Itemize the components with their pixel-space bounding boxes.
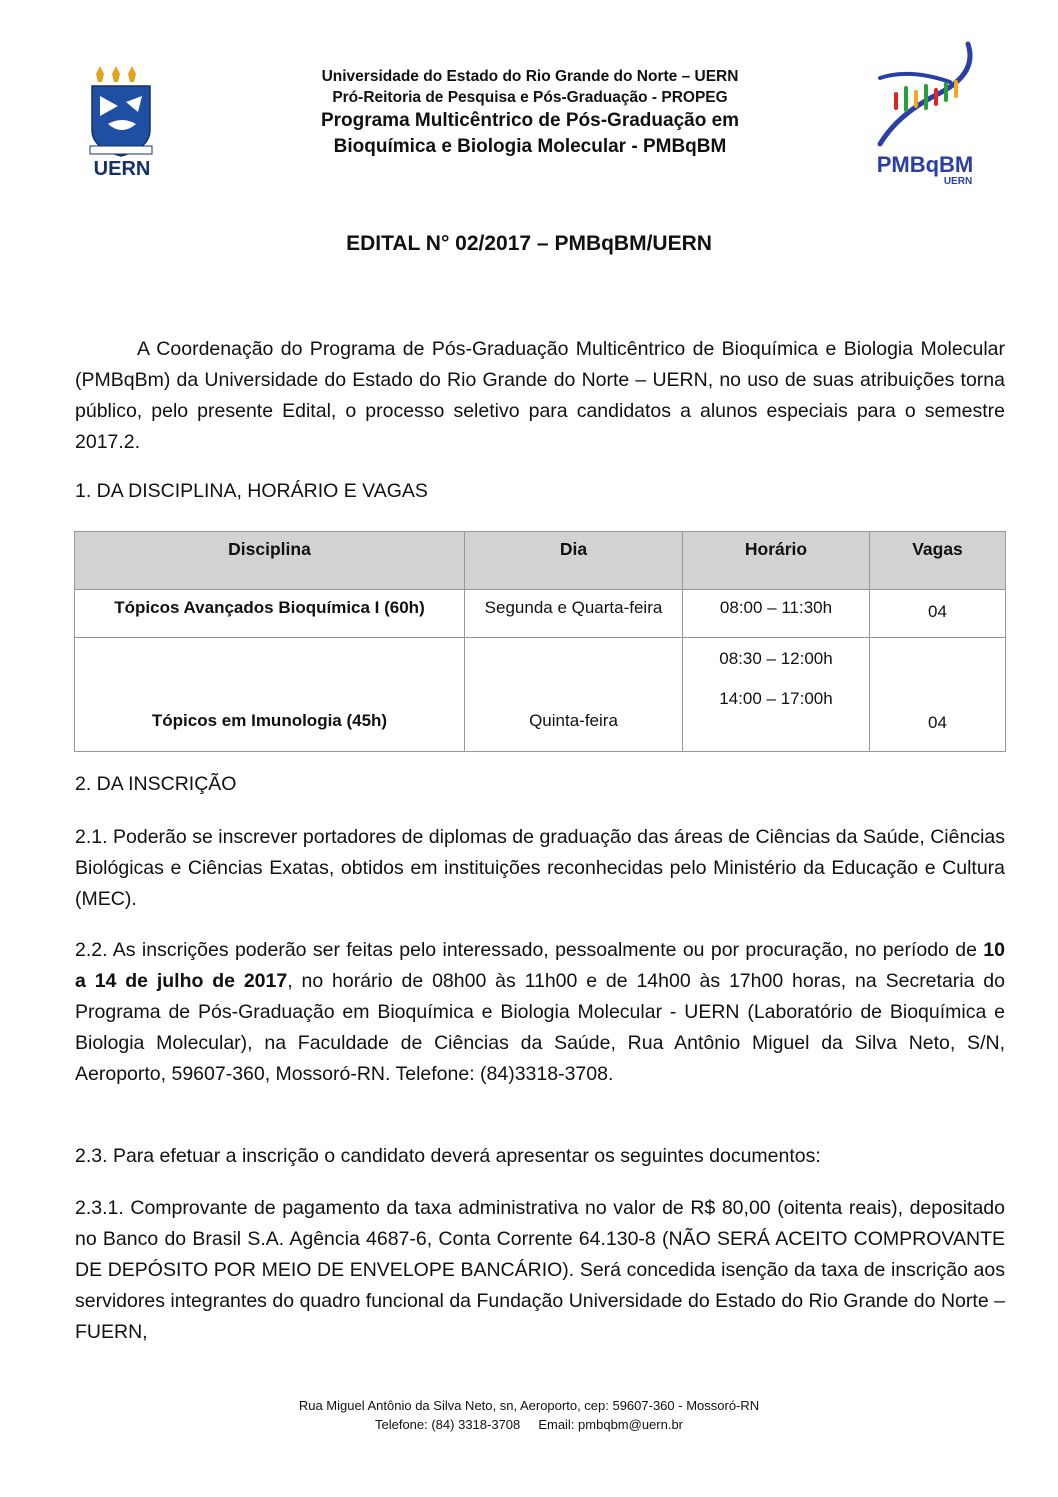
col-header-dia: Dia xyxy=(465,532,683,590)
col-header-disciplina: Disciplina xyxy=(75,532,465,590)
cell-dia: Quinta-feira xyxy=(465,638,683,752)
program-name-line1: Programa Multicêntrico de Pós-Graduação em xyxy=(320,110,740,131)
horario-morning: 08:30 – 12:00h xyxy=(719,649,833,668)
p22-text-before: 2.2. As inscrições poderão ser feitas pelo interessado, pessoalmente ou por procuração, no período de xyxy=(75,939,984,961)
table-header-row xyxy=(75,532,1006,590)
pmbqbm-logo-text: PMBqBM xyxy=(876,152,974,177)
cell-disciplina: Tópicos Avançados Bioquímica I (60h) xyxy=(75,590,465,638)
paragraph-2-3: 2.3. Para efetuar a inscrição o candidato deverá apresentar os seguintes documentos: xyxy=(75,1145,821,1167)
cell-horario xyxy=(683,638,870,752)
cell-dia: Segunda e Quarta-feira xyxy=(465,590,683,638)
edital-title: EDITAL N° 02/2017 – PMBqBM/UERN xyxy=(346,232,712,255)
paragraph-2-2 xyxy=(75,935,1005,1090)
col-header-horario: Horário xyxy=(683,532,870,590)
p22-text-after: , no horário de 08h00 às 11h00 e de 14h00 às 17h00 horas, na Secretaria do Programa de Pós-Graduação em Bioquímica e Biologia Molecular - UERN (Laboratório de Bioquímica e Biologia Molecular), na Faculdade de Ciências da Saúde, Rua Antônio Miguel da Silva Neto, S/N, Aeroporto, 59607-360, Mossoró-RN. Telefone: (84)3318-3708. xyxy=(75,970,1005,1085)
page-footer xyxy=(0,1396,1058,1434)
uern-logo-text: UERN xyxy=(93,158,151,180)
disciplines-table xyxy=(74,531,1006,752)
col-header-vagas: Vagas xyxy=(870,532,1006,590)
horario-afternoon: 14:00 – 17:00h xyxy=(719,689,833,708)
cell-vagas: 04 xyxy=(870,638,1006,752)
footer-address: Rua Miguel Antônio da Silva Neto, sn, Aeroporto, cep: 59607-360 - Mossoró-RN xyxy=(298,1398,760,1413)
cell-horario: 08:00 – 11:30h xyxy=(683,590,870,638)
pmbqbm-logo xyxy=(866,38,984,188)
university-name: Universidade do Estado do Rio Grande do Norte – UERN xyxy=(321,68,739,85)
letterhead xyxy=(200,66,860,160)
table-row xyxy=(75,590,1006,638)
paragraph-2-3-1: 2.3.1. Comprovante de pagamento da taxa administrativa no valor de R$ 80,00 (oitenta reais), depositado no Banco do Brasil S.A. Agência 4687-6, Conta Corrente 64.130-8 (NÃO SERÁ ACEITO COMPROVANTE DE DEPÓSITO POR MEIO DE ENVELOPE BANCÁRIO). Será concedida isenção da taxa de inscrição aos servidores integrantes do quadro funcional da Fundação Universidade do Estado do Rio Grande do Norte – FUERN, xyxy=(75,1197,1005,1343)
section-1-heading: 1. DA DISCIPLINA, HORÁRIO E VAGAS xyxy=(75,480,428,502)
cell-disciplina: Tópicos em Imunologia (45h) xyxy=(75,638,465,752)
paragraph-2-1: 2.1. Poderão se inscrever portadores de diplomas de graduação das áreas de Ciências da Saúde, Ciências Biológicas e Ciências Exatas, obtidos em instituições reconhecidas pelo Ministério da Educação e Cultura (MEC). xyxy=(75,826,1005,910)
footer-contact: Telefone: (84) 3318-3708 Email: pmbqbm@uern.br xyxy=(374,1417,684,1432)
uern-logo xyxy=(86,62,158,180)
table-row xyxy=(75,638,1006,752)
intro-paragraph: A Coordenação do Programa de Pós-Graduação Multicêntrico de Bioquímica e Biologia Molecular (PMBqBm) da Universidade do Estado do Rio Grande do Norte – UERN, no uso de suas atribuições torna público, pelo presente Edital, o processo seletivo para candidatos a alunos especiais para o semestre 2017.2. xyxy=(75,338,1005,453)
p22-dates: 10 a 14 de julho de 2017 xyxy=(75,939,1005,992)
cell-vagas: 04 xyxy=(870,590,1006,638)
pro-rectory-name: Pró-Reitoria de Pesquisa e Pós-Graduação - PROPEG xyxy=(332,89,728,106)
program-name-line2: Bioquímica e Biologia Molecular - PMBqBM xyxy=(333,136,727,157)
section-2-heading: 2. DA INSCRIÇÃO xyxy=(75,773,237,795)
pmbqbm-logo-subtext: UERN xyxy=(943,176,973,187)
